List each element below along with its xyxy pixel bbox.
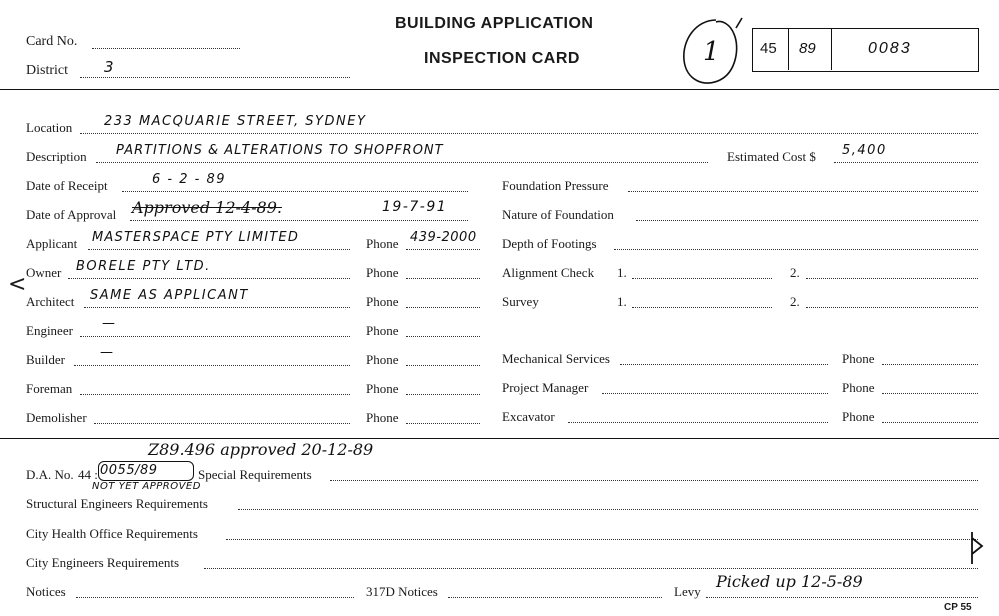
- builder-label: Builder: [26, 352, 65, 367]
- da-prefix: 44 :: [78, 467, 98, 482]
- header-divider: [0, 89, 999, 90]
- notices-label: Notices: [26, 584, 66, 599]
- survey-n2: 2.: [790, 294, 800, 309]
- foreman-phone-line: [406, 394, 480, 395]
- date-of-receipt-label: Date of Receipt: [26, 178, 108, 193]
- demolisher-phone-line: [406, 423, 480, 424]
- description-line: [96, 162, 708, 163]
- survey-line-2: [806, 307, 978, 308]
- mechanical-services-line: [620, 364, 828, 365]
- engineer-line: [80, 336, 350, 337]
- depth-of-footings-label: Depth of Footings: [502, 236, 597, 251]
- district-value: 3: [104, 58, 116, 76]
- reference-box-cell-1: 45: [760, 40, 777, 57]
- foreman-line: [80, 394, 350, 395]
- architect-phone-label: Phone: [366, 294, 399, 309]
- demolisher-phone-label: Phone: [366, 410, 399, 425]
- project-manager-phone-label: Phone: [842, 380, 875, 395]
- section-divider: [0, 438, 999, 439]
- structural-engineers-line: [238, 509, 978, 510]
- form-title-line2: INSPECTION CARD: [424, 50, 580, 67]
- engineer-label: Engineer: [26, 323, 73, 338]
- reference-box-divider-1: [788, 28, 789, 70]
- project-manager-label: Project Manager: [502, 380, 589, 395]
- survey-label: Survey: [502, 294, 539, 309]
- applicant-value: MASTERSPACE PTY LIMITED: [92, 230, 300, 245]
- survey-line-1: [632, 307, 772, 308]
- mechanical-services-phone-label: Phone: [842, 351, 875, 366]
- architect-phone-line: [406, 307, 480, 308]
- excavator-label: Excavator: [502, 409, 555, 424]
- project-manager-line: [602, 393, 828, 394]
- district-label: District: [26, 63, 68, 78]
- notices-317d-line: [448, 597, 662, 598]
- date-of-receipt-line: [122, 191, 468, 192]
- owner-line: [68, 278, 350, 279]
- foundation-pressure-line: [628, 191, 978, 192]
- margin-bracket-mark: [966, 530, 988, 566]
- nature-of-foundation-label: Nature of Foundation: [502, 207, 614, 222]
- applicant-phone-label: Phone: [366, 236, 399, 251]
- alignment-check-n2: 2.: [790, 265, 800, 280]
- structural-engineers-label: Structural Engineers Requirements: [26, 496, 208, 511]
- alignment-check-line-2: [806, 278, 978, 279]
- architect-label: Architect: [26, 294, 75, 309]
- excavator-line: [568, 422, 828, 423]
- builder-phone-label: Phone: [366, 352, 399, 367]
- engineer-value: —: [102, 316, 117, 331]
- reference-box-divider-2: [831, 28, 832, 70]
- excavator-phone-label: Phone: [842, 409, 875, 424]
- form-code: CP 55: [944, 602, 972, 613]
- form-title-line1: BUILDING APPLICATION: [395, 15, 594, 32]
- date-of-approval-label: Date of Approval: [26, 207, 117, 222]
- levy-label: Levy: [674, 584, 701, 599]
- owner-phone-line: [406, 278, 480, 279]
- applicant-label: Applicant: [26, 236, 78, 251]
- owner-value: BORELE PTY LTD.: [76, 259, 211, 274]
- description-label: Description: [26, 149, 87, 164]
- engineer-phone-line: [406, 336, 480, 337]
- architect-value: SAME AS APPLICANT: [90, 288, 249, 303]
- applicant-line: [88, 249, 350, 250]
- date-of-approval-value: 19-7-91: [382, 199, 448, 215]
- depth-of-footings-line: [614, 249, 978, 250]
- alignment-check-label: Alignment Check: [502, 265, 595, 280]
- district-line: [80, 77, 350, 78]
- notices-317d-label: 317D Notices: [366, 584, 438, 599]
- builder-line: [74, 365, 350, 366]
- owner-phone-label: Phone: [366, 265, 399, 280]
- builder-value: —: [100, 345, 115, 360]
- location-value: 233 MACQUARIE STREET, SYDNEY: [104, 114, 367, 129]
- levy-line: [706, 597, 978, 598]
- special-requirements-line: [330, 480, 978, 481]
- owner-margin-mark: <: [8, 272, 27, 297]
- circled-number: 1: [703, 37, 720, 67]
- applicant-phone-value: 439-2000: [410, 230, 477, 245]
- da-value-box: [98, 461, 194, 481]
- location-label: Location: [26, 120, 73, 135]
- city-health-line: [226, 539, 978, 540]
- owner-label: Owner: [26, 265, 62, 280]
- card-no-label: Card No.: [26, 34, 78, 49]
- alignment-check-line-1: [632, 278, 772, 279]
- reference-box-cell-3: 0083: [868, 40, 912, 57]
- notices-line: [76, 597, 354, 598]
- architect-line: [84, 307, 350, 308]
- date-of-receipt-value: 6 - 2 - 89: [152, 172, 226, 187]
- mechanical-services-phone-line: [882, 364, 978, 365]
- date-of-approval-line: [130, 220, 468, 221]
- special-requirements-label: Special Requirements: [198, 467, 312, 482]
- nature-of-foundation-line: [636, 220, 978, 221]
- city-health-label: City Health Office Requirements: [26, 526, 198, 541]
- alignment-check-n1: 1.: [617, 265, 627, 280]
- builder-phone-line: [406, 365, 480, 366]
- foreman-phone-label: Phone: [366, 381, 399, 396]
- description-value: PARTITIONS & ALTERATIONS TO SHOPFRONT: [116, 143, 444, 158]
- city-engineers-line: [204, 568, 978, 569]
- estimated-cost-label: Estimated Cost $: [727, 149, 816, 164]
- estimated-cost-line: [834, 162, 978, 163]
- da-value: 0055/89: [100, 463, 158, 478]
- foreman-label: Foreman: [26, 381, 73, 396]
- da-annotation-above: Z89.496 approved 20-12-89: [148, 440, 374, 459]
- location-line: [80, 133, 978, 134]
- demolisher-label: Demolisher: [26, 410, 87, 425]
- levy-value: Picked up 12-5-89: [716, 572, 863, 591]
- da-label: D.A. No.: [26, 467, 74, 482]
- survey-n1: 1.: [617, 294, 627, 309]
- reference-box: [752, 28, 979, 72]
- card-no-line: [92, 48, 240, 49]
- engineer-phone-label: Phone: [366, 323, 399, 338]
- city-engineers-label: City Engineers Requirements: [26, 555, 180, 570]
- excavator-phone-line: [882, 422, 978, 423]
- reference-box-cell-2: 89: [799, 40, 816, 57]
- date-of-approval-struck-value: Approved 12-4-89.: [132, 198, 282, 217]
- demolisher-line: [94, 423, 350, 424]
- mechanical-services-label: Mechanical Services: [502, 351, 610, 366]
- applicant-phone-line: [406, 249, 480, 250]
- foundation-pressure-label: Foundation Pressure: [502, 178, 609, 193]
- project-manager-phone-line: [882, 393, 978, 394]
- estimated-cost-value: 5,400: [842, 143, 887, 158]
- da-annotation-below: NOT YET APPROVED: [92, 481, 201, 492]
